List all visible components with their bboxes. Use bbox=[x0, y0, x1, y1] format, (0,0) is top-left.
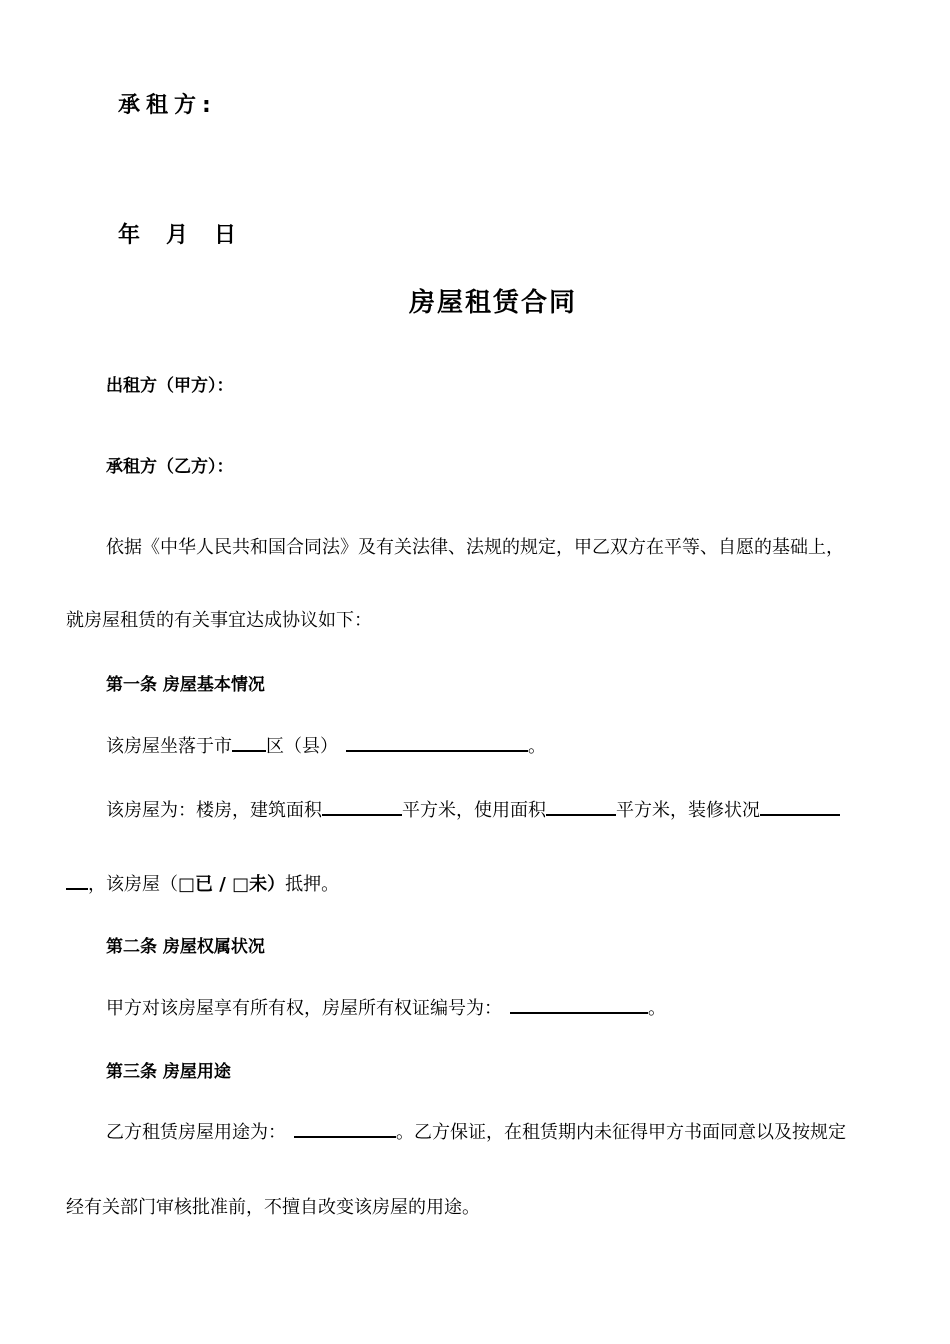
lessee-label: 承租方（乙方）： bbox=[106, 457, 234, 477]
mortgage-line bbox=[66, 870, 339, 896]
certificate-number-blank[interactable] bbox=[510, 994, 648, 1014]
usage-blank[interactable] bbox=[294, 1118, 396, 1138]
signature-date bbox=[118, 218, 236, 249]
decoration-blank[interactable] bbox=[760, 796, 840, 816]
article-2-heading: 第二条 房屋权属状况 bbox=[106, 937, 265, 957]
mortgage-close: ） bbox=[267, 874, 286, 895]
usage-prefix: 乙方租赁房屋用途为： bbox=[106, 1122, 286, 1143]
article-1-heading: 第一条 房屋基本情况 bbox=[106, 675, 265, 695]
date-day: 日 bbox=[214, 223, 237, 248]
location-end: 。 bbox=[528, 736, 546, 757]
address-blank[interactable] bbox=[346, 732, 528, 752]
city-blank[interactable] bbox=[232, 732, 266, 752]
area-prefix: 该房屋为：楼房，建筑面积 bbox=[106, 800, 322, 821]
mortgage-separator: / bbox=[213, 874, 233, 895]
date-month: 月 bbox=[166, 223, 189, 248]
location-mid: 区（县） bbox=[266, 736, 338, 757]
ownership-text: 甲方对该房屋享有所有权，房屋所有权证编号为： bbox=[106, 998, 502, 1019]
building-area-blank[interactable] bbox=[322, 796, 402, 816]
document-title: 房屋租赁合同 bbox=[409, 288, 578, 318]
usage-line-2: 经有关部门审核批准前，不擅自改变该房屋的用途。 bbox=[66, 1197, 480, 1218]
mortgage-prefix: ，该房屋（ bbox=[88, 874, 178, 895]
area-line bbox=[106, 796, 840, 822]
usage-line bbox=[106, 1118, 846, 1144]
ownership-line bbox=[106, 994, 666, 1020]
preamble-line-1: 依据《中华人民共和国合同法》及有关法律、法规的规定，甲乙双方在平等、自愿的基础上， bbox=[106, 537, 844, 558]
article-3-heading: 第三条 房屋用途 bbox=[106, 1062, 231, 1082]
ownership-end: 。 bbox=[648, 998, 666, 1019]
preamble-line-2: 就房屋租赁的有关事宜达成协议如下： bbox=[66, 610, 372, 631]
mortgage-option-yes[interactable]: □已 bbox=[178, 874, 214, 895]
mortgage-suffix: 抵押。 bbox=[285, 874, 340, 895]
lessee-signature-label: 承租方: bbox=[118, 93, 217, 118]
mortgage-option-no[interactable]: □未 bbox=[232, 874, 268, 895]
usable-area-blank[interactable] bbox=[546, 796, 616, 816]
area-unit-2: 平方米，装修状况 bbox=[616, 800, 760, 821]
area-unit-1: 平方米，使用面积 bbox=[402, 800, 546, 821]
location-prefix: 该房屋坐落于市 bbox=[106, 736, 232, 757]
decoration-blank-continued[interactable] bbox=[66, 870, 88, 890]
location-line bbox=[106, 732, 546, 758]
lessor-label: 出租方（甲方）： bbox=[106, 376, 234, 396]
date-year: 年 bbox=[118, 223, 141, 248]
usage-suffix: 。乙方保证，在租赁期内未征得甲方书面同意以及按规定 bbox=[396, 1122, 846, 1143]
